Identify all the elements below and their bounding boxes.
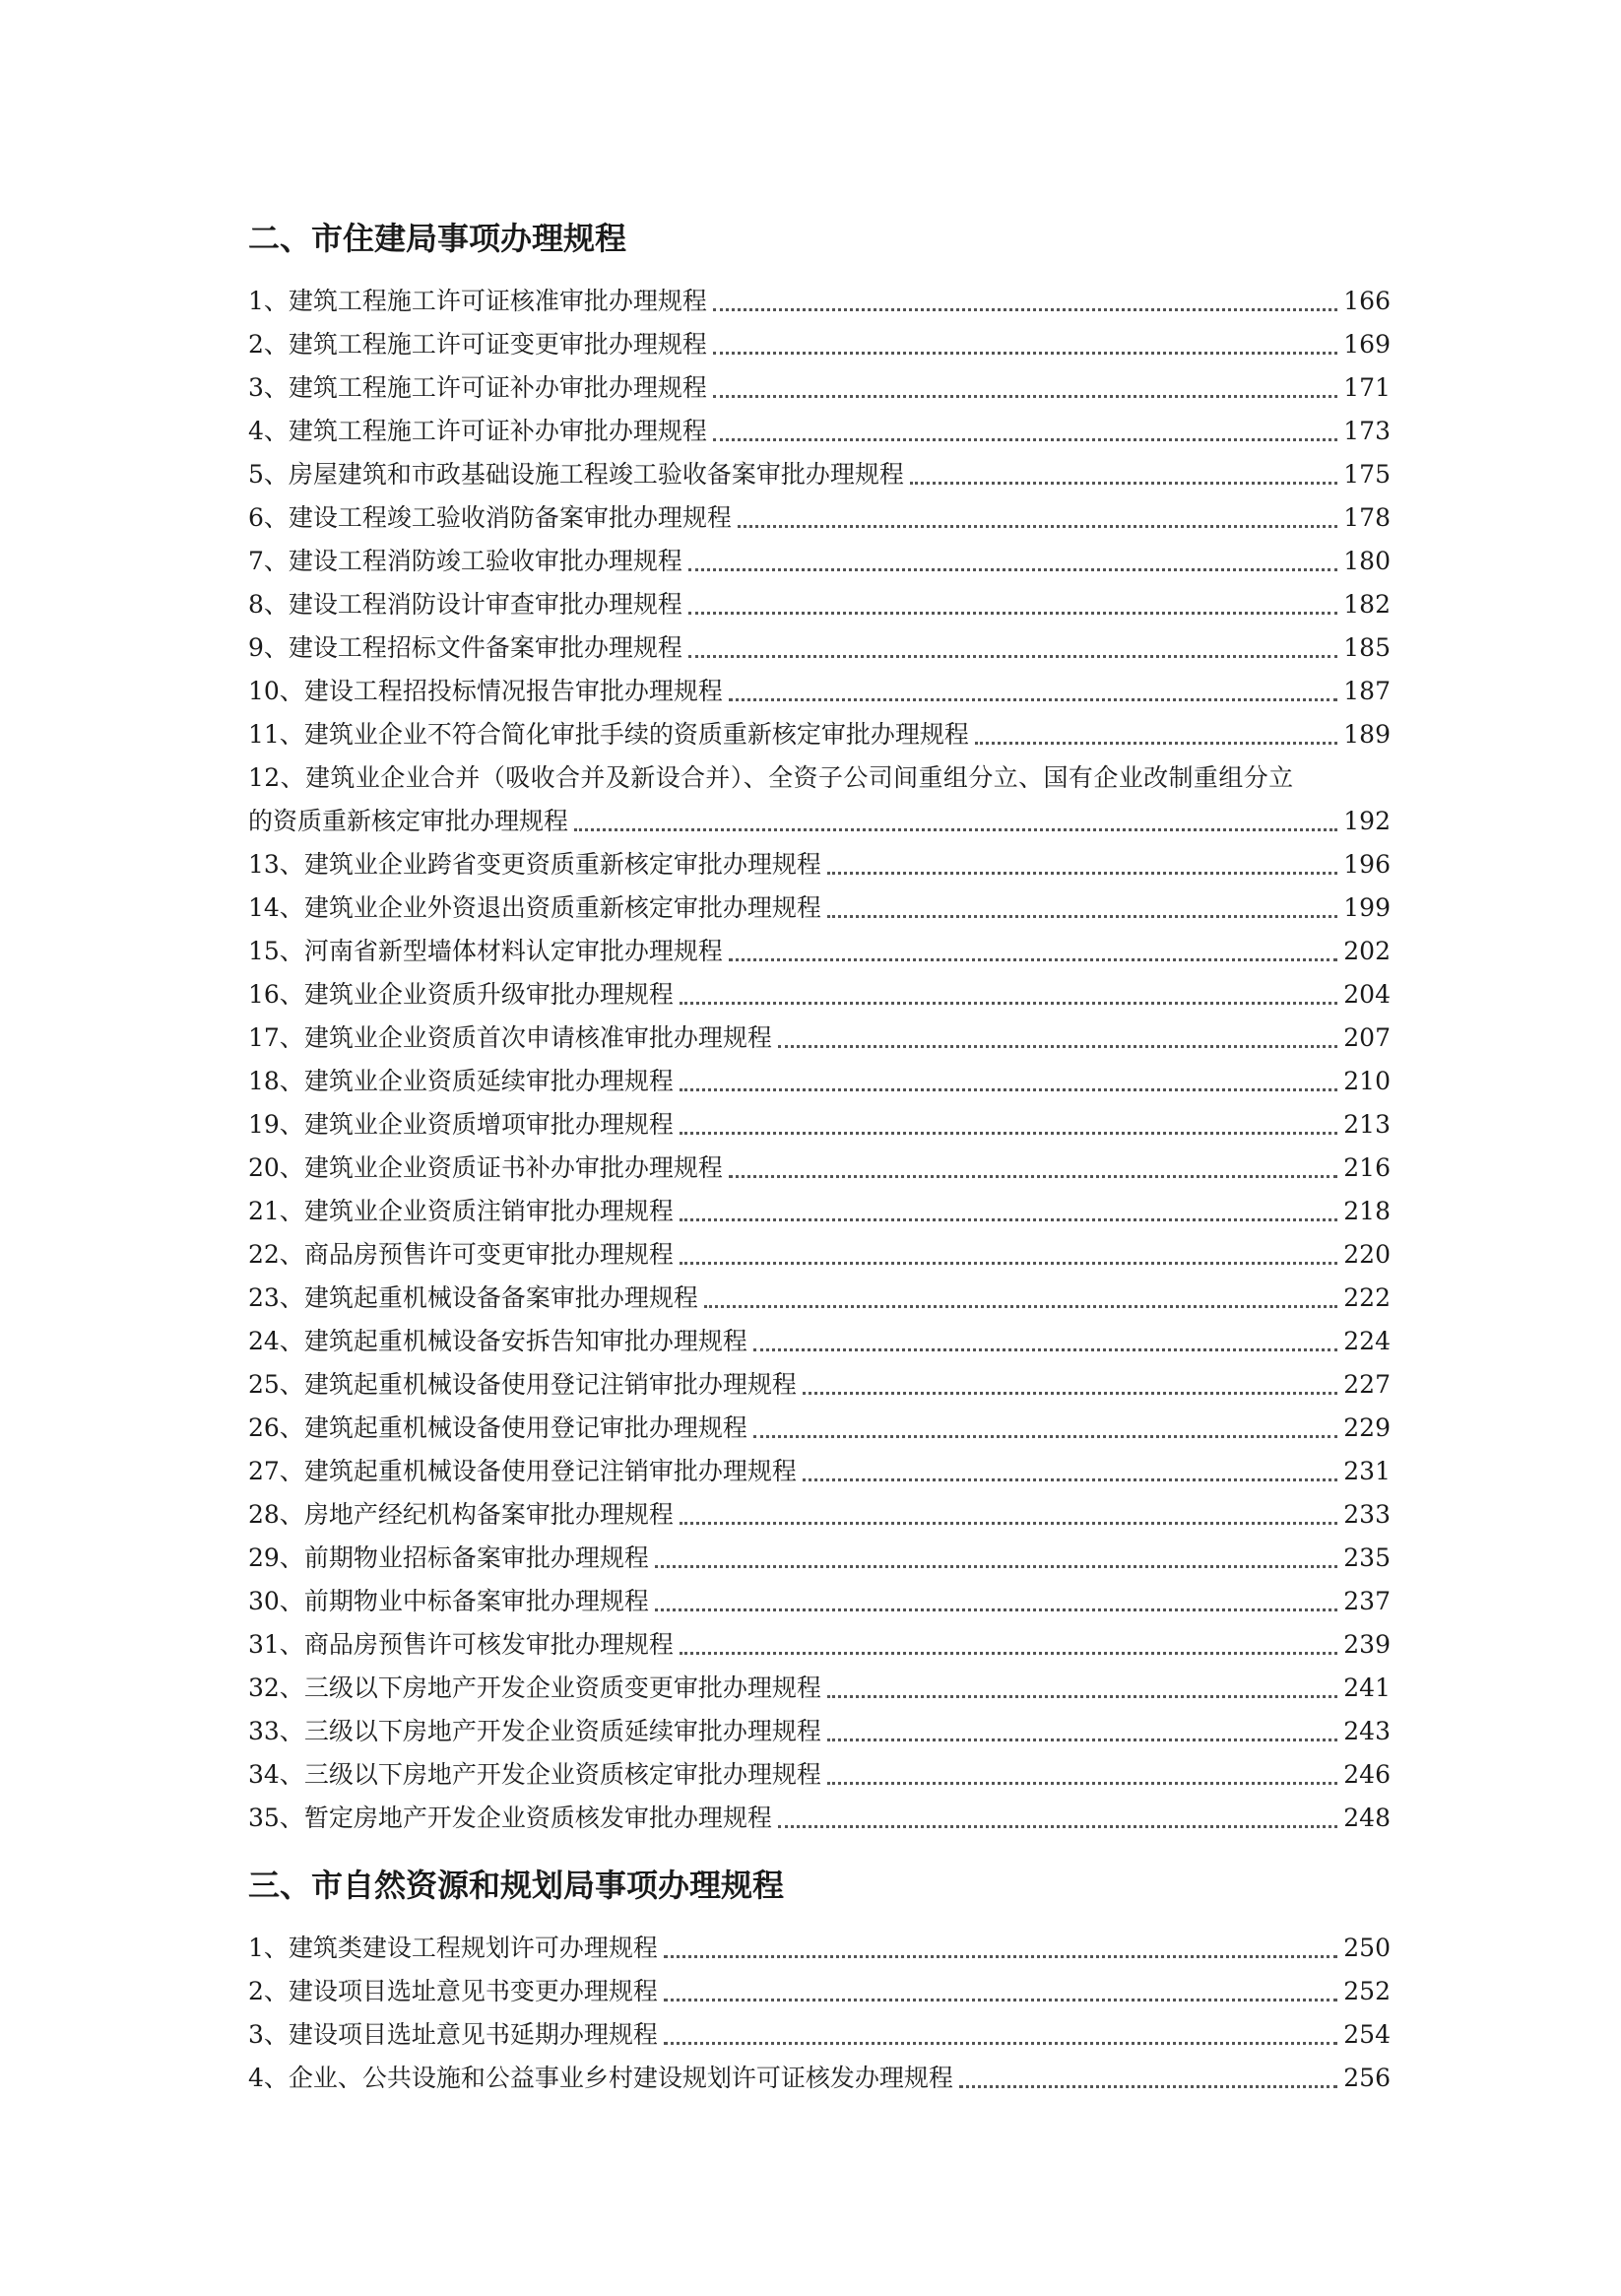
toc-entry-title: 建筑工程施工许可证补办审批办理规程 — [288, 417, 707, 445]
toc-entry[interactable] — [248, 930, 1391, 973]
toc-page-number: 233 — [1343, 1500, 1391, 1529]
dot-leader — [778, 1824, 1337, 1828]
toc-entry-number: 33、 — [248, 1717, 304, 1745]
toc-entry-number: 3、 — [248, 2020, 289, 2049]
toc-entry-number: 12、 — [248, 763, 306, 792]
toc-entry-title: 建筑工程施工许可证补办审批办理规程 — [288, 373, 707, 402]
dot-leader — [664, 1998, 1337, 2001]
toc-entry-title: 建筑工程施工许可证变更审批办理规程 — [288, 330, 707, 359]
dot-leader — [729, 957, 1337, 961]
toc-entry[interactable] — [248, 1537, 1391, 1580]
toc-entry[interactable] — [248, 1190, 1391, 1233]
toc-page-number: 216 — [1343, 1153, 1391, 1182]
toc-list — [248, 1927, 1391, 2100]
toc-entry-number: 6、 — [248, 503, 289, 532]
toc-page-number: 241 — [1343, 1673, 1391, 1702]
toc-page-number: 254 — [1343, 2020, 1391, 2049]
toc-entry-number: 20、 — [248, 1153, 304, 1182]
toc-page-number: 189 — [1343, 720, 1391, 749]
toc-entry[interactable] — [248, 1233, 1391, 1277]
toc-entry-title: 建筑业企业外资退出资质重新核定审批办理规程 — [303, 893, 821, 922]
toc-entry-title: 建筑类建设工程规划许可办理规程 — [288, 1934, 658, 1962]
toc-entry-number: 19、 — [248, 1110, 304, 1139]
dot-leader — [827, 1694, 1337, 1698]
toc-entry-title: 商品房预售许可变更审批办理规程 — [303, 1240, 674, 1269]
toc-entry[interactable] — [248, 626, 1391, 670]
dot-leader — [803, 1391, 1337, 1395]
toc-entry-number: 26、 — [248, 1413, 304, 1442]
toc-page-number: 182 — [1343, 590, 1391, 619]
toc-entry-number: 23、 — [248, 1283, 304, 1312]
toc-entry-number: 17、 — [248, 1023, 304, 1052]
toc-entry-number: 1、 — [248, 287, 289, 315]
toc-entry-line — [248, 756, 1391, 800]
toc-page-number: 227 — [1343, 1370, 1391, 1399]
toc-entry-number: 4、 — [248, 417, 289, 445]
dot-leader — [827, 1781, 1337, 1785]
dot-leader — [655, 1564, 1337, 1568]
toc-page-number: 256 — [1343, 2064, 1391, 2092]
toc-entry-title: 建设工程招投标情况报告审批办理规程 — [303, 677, 723, 705]
toc-entry[interactable] — [248, 1320, 1391, 1363]
dot-leader — [803, 1477, 1337, 1481]
toc-entry-number: 32、 — [248, 1673, 304, 1702]
toc-entry-title: 三级以下房地产开发企业资质变更审批办理规程 — [303, 1673, 821, 1702]
toc-entry-title: 建筑起重机械设备使用登记审批办理规程 — [303, 1413, 747, 1442]
toc-entry-number: 28、 — [248, 1500, 304, 1529]
toc-page-number: 210 — [1343, 1067, 1391, 1095]
dot-leader — [574, 827, 1337, 831]
toc-entry-number: 5、 — [248, 460, 289, 489]
toc-entry-title: 建筑业企业合并（吸收合并及新设合并）、全资子公司间重组分立、国有企业改制重组分立 — [305, 763, 1294, 792]
toc-entry[interactable] — [248, 756, 1391, 843]
toc-entry-title-continued: 的资质重新核定审批办理规程 — [248, 807, 569, 835]
toc-entry[interactable] — [248, 1277, 1391, 1320]
toc-entry-number: 35、 — [248, 1804, 304, 1832]
toc-entry[interactable] — [248, 1407, 1391, 1450]
dot-leader — [713, 437, 1337, 441]
toc-page-number: 229 — [1343, 1413, 1391, 1442]
toc-entry[interactable] — [248, 1060, 1391, 1103]
toc-page-number: 246 — [1343, 1760, 1391, 1789]
toc-entry-title: 建筑起重机械设备安拆告知审批办理规程 — [303, 1327, 747, 1355]
toc-entry[interactable] — [248, 1103, 1391, 1147]
dot-leader — [778, 1044, 1337, 1048]
dot-leader — [680, 1001, 1337, 1005]
toc-entry-title: 企业、公共设施和公益事业乡村建设规划许可证核发办理规程 — [288, 2064, 953, 2092]
toc-entry[interactable] — [248, 2013, 1391, 2057]
toc-entry[interactable] — [248, 1970, 1391, 2013]
toc-entry[interactable] — [248, 410, 1391, 453]
toc-entry-title: 建筑工程施工许可证核准审批办理规程 — [288, 287, 707, 315]
toc-entry[interactable] — [248, 1017, 1391, 1060]
toc-entry[interactable] — [248, 2057, 1391, 2100]
dot-leader — [959, 2084, 1337, 2088]
toc-page-number: 187 — [1343, 677, 1391, 705]
section-title: 三、市自然资源和规划局事项办理规程 — [248, 1867, 785, 1904]
dot-leader — [655, 1607, 1337, 1611]
dot-leader — [664, 1954, 1337, 1958]
toc-entry-number: 8、 — [248, 590, 289, 619]
toc-page-number: 222 — [1343, 1283, 1391, 1312]
toc-entry[interactable] — [248, 670, 1391, 713]
toc-entry[interactable] — [248, 1623, 1391, 1667]
toc-entry-title: 建筑业企业资质注销审批办理规程 — [303, 1197, 674, 1225]
toc-page-number: 250 — [1343, 1934, 1391, 1962]
toc-entry-title: 建设工程消防竣工验收审批办理规程 — [288, 547, 682, 575]
dot-leader — [680, 1087, 1337, 1091]
toc-entry-title: 建设工程招标文件备案审批办理规程 — [288, 633, 682, 662]
dot-leader — [680, 1131, 1337, 1135]
toc-entry-title: 河南省新型墙体材料认定审批办理规程 — [303, 937, 723, 965]
dot-leader — [688, 611, 1337, 615]
toc-entry-title: 建筑起重机械设备备案审批办理规程 — [303, 1283, 698, 1312]
toc-entry-number: 16、 — [248, 980, 304, 1009]
dot-leader — [680, 1651, 1337, 1655]
toc-entry-title: 建设项目选址意见书变更办理规程 — [288, 1977, 658, 2005]
toc-page-number: 166 — [1343, 287, 1391, 315]
dot-leader — [910, 481, 1337, 485]
toc-entry[interactable] — [248, 1927, 1391, 1970]
dot-leader — [975, 741, 1337, 745]
dot-leader — [688, 654, 1337, 658]
toc-page-number: 213 — [1343, 1110, 1391, 1139]
toc-entry-title: 建筑业企业资质增项审批办理规程 — [303, 1110, 674, 1139]
toc-page-number: 196 — [1343, 850, 1391, 879]
toc-entry-title: 三级以下房地产开发企业资质延续审批办理规程 — [303, 1717, 821, 1745]
toc-entry-number: 3、 — [248, 373, 289, 402]
toc-entry[interactable] — [248, 1580, 1391, 1623]
toc-entry-number: 24、 — [248, 1327, 304, 1355]
dot-leader — [738, 524, 1337, 528]
toc-entry-line — [248, 800, 1391, 843]
toc-page-number: 252 — [1343, 1977, 1391, 2005]
dot-leader — [713, 307, 1337, 311]
toc-entry[interactable] — [248, 886, 1391, 930]
toc-entry[interactable] — [248, 366, 1391, 410]
toc-entry-number: 22、 — [248, 1240, 304, 1269]
dot-leader — [713, 394, 1337, 398]
toc-entry[interactable] — [248, 1797, 1391, 1840]
toc-entry-number: 14、 — [248, 893, 304, 922]
toc-entry-number: 25、 — [248, 1370, 304, 1399]
toc-entry-number: 31、 — [248, 1630, 304, 1659]
dot-leader — [753, 1347, 1337, 1351]
toc-entry-title: 暂定房地产开发企业资质核发审批办理规程 — [303, 1804, 772, 1832]
toc-entry-number: 21、 — [248, 1197, 304, 1225]
toc-entry[interactable] — [248, 1493, 1391, 1537]
toc-entry-number: 1、 — [248, 1934, 289, 1962]
toc-entry-number: 2、 — [248, 330, 289, 359]
dot-leader — [827, 914, 1337, 918]
toc-section-natural-resources-bureau — [248, 1862, 1391, 2100]
toc-page-number: 224 — [1343, 1327, 1391, 1355]
toc-entry[interactable] — [248, 1450, 1391, 1493]
toc-entry[interactable] — [248, 583, 1391, 626]
toc-entry-number: 15、 — [248, 937, 304, 965]
toc-entry-number: 34、 — [248, 1760, 304, 1789]
toc-entry-title: 建筑业企业资质升级审批办理规程 — [303, 980, 674, 1009]
toc-page-number: 185 — [1343, 633, 1391, 662]
toc-page-number: 204 — [1343, 980, 1391, 1009]
toc-entry[interactable] — [248, 973, 1391, 1017]
dot-leader — [704, 1304, 1337, 1308]
toc-entry[interactable] — [248, 540, 1391, 583]
toc-entry-number: 18、 — [248, 1067, 304, 1095]
dot-leader — [664, 2041, 1337, 2045]
toc-entry-number: 4、 — [248, 2064, 289, 2092]
toc-entry[interactable] — [248, 843, 1391, 886]
toc-page-number: 202 — [1343, 937, 1391, 965]
toc-page-number: 173 — [1343, 417, 1391, 445]
toc-page-number: 218 — [1343, 1197, 1391, 1225]
toc-page-number: 178 — [1343, 503, 1391, 532]
toc-page-number: 235 — [1343, 1543, 1391, 1572]
section-title: 二、市住建局事项办理规程 — [248, 220, 627, 257]
toc-entry-title: 房屋建筑和市政基础设施工程竣工验收备案审批办理规程 — [288, 460, 904, 489]
toc-entry-title: 三级以下房地产开发企业资质核定审批办理规程 — [303, 1760, 821, 1789]
toc-entry[interactable] — [248, 323, 1391, 366]
toc-entry-number: 10、 — [248, 677, 304, 705]
toc-page-number: 239 — [1343, 1630, 1391, 1659]
dot-leader — [680, 1521, 1337, 1525]
toc-entry[interactable] — [248, 713, 1391, 756]
toc-entry[interactable] — [248, 453, 1391, 496]
toc-page-number: 180 — [1343, 547, 1391, 575]
toc-entry-number: 7、 — [248, 547, 289, 575]
toc-page-number: 199 — [1343, 893, 1391, 922]
toc-entry-title: 建筑起重机械设备使用登记注销审批办理规程 — [303, 1370, 797, 1399]
toc-entry-title: 建筑起重机械设备使用登记注销审批办理规程 — [303, 1457, 797, 1485]
toc-entry-number: 27、 — [248, 1457, 304, 1485]
dot-leader — [729, 1174, 1337, 1178]
toc-page-number: 243 — [1343, 1717, 1391, 1745]
dot-leader — [729, 697, 1337, 701]
toc-entry-title: 建设工程消防设计审查审批办理规程 — [288, 590, 682, 619]
toc-entry-title: 建筑业企业资质延续审批办理规程 — [303, 1067, 674, 1095]
toc-entry[interactable] — [248, 1753, 1391, 1797]
dot-leader — [680, 1217, 1337, 1221]
toc-entry-number: 11、 — [248, 720, 304, 749]
toc-page-number: 169 — [1343, 330, 1391, 359]
dot-leader — [827, 1738, 1337, 1741]
toc-entry-number: 13、 — [248, 850, 304, 879]
toc-entry-title: 建设工程竣工验收消防备案审批办理规程 — [288, 503, 732, 532]
toc-page-number: 220 — [1343, 1240, 1391, 1269]
toc-entry-title: 房地产经纪机构备案审批办理规程 — [303, 1500, 674, 1529]
dot-leader — [680, 1261, 1337, 1265]
toc-entry-title: 建筑业企业资质首次申请核准审批办理规程 — [303, 1023, 772, 1052]
toc-entry-number: 30、 — [248, 1587, 304, 1615]
dot-leader — [753, 1434, 1337, 1438]
toc-entry-title: 前期物业招标备案审批办理规程 — [303, 1543, 649, 1572]
dot-leader — [827, 871, 1337, 875]
toc-entry-number: 2、 — [248, 1977, 289, 2005]
toc-entry-title: 建筑业企业不符合简化审批手续的资质重新核定审批办理规程 — [303, 720, 969, 749]
toc-section-housing-bureau — [248, 215, 1391, 1840]
toc-page-number: 207 — [1343, 1023, 1391, 1052]
toc-page-number: 171 — [1343, 373, 1391, 402]
toc-entry-number: 9、 — [248, 633, 289, 662]
toc-entry-title: 建筑业企业跨省变更资质重新核定审批办理规程 — [303, 850, 821, 879]
toc-page-number: 175 — [1343, 460, 1391, 489]
dot-leader — [713, 351, 1337, 355]
toc-page-number: 231 — [1343, 1457, 1391, 1485]
toc-page-number: 237 — [1343, 1587, 1391, 1615]
toc-entry-title: 商品房预售许可核发审批办理规程 — [303, 1630, 674, 1659]
dot-leader — [688, 567, 1337, 571]
toc-entry[interactable] — [248, 280, 1391, 323]
toc-entry[interactable] — [248, 1667, 1391, 1710]
toc-entry[interactable] — [248, 496, 1391, 540]
toc-entry-title: 建筑业企业资质证书补办审批办理规程 — [303, 1153, 723, 1182]
toc-entry[interactable] — [248, 1147, 1391, 1190]
toc-entry[interactable] — [248, 1363, 1391, 1407]
toc-entry-number: 29、 — [248, 1543, 304, 1572]
toc-entry-title: 建设项目选址意见书延期办理规程 — [288, 2020, 658, 2049]
toc-entry[interactable] — [248, 1710, 1391, 1753]
toc-list — [248, 280, 1391, 1840]
toc-page-number: 248 — [1343, 1804, 1391, 1832]
toc-page-number: 192 — [1343, 807, 1391, 835]
toc-entry-title: 前期物业中标备案审批办理规程 — [303, 1587, 649, 1615]
